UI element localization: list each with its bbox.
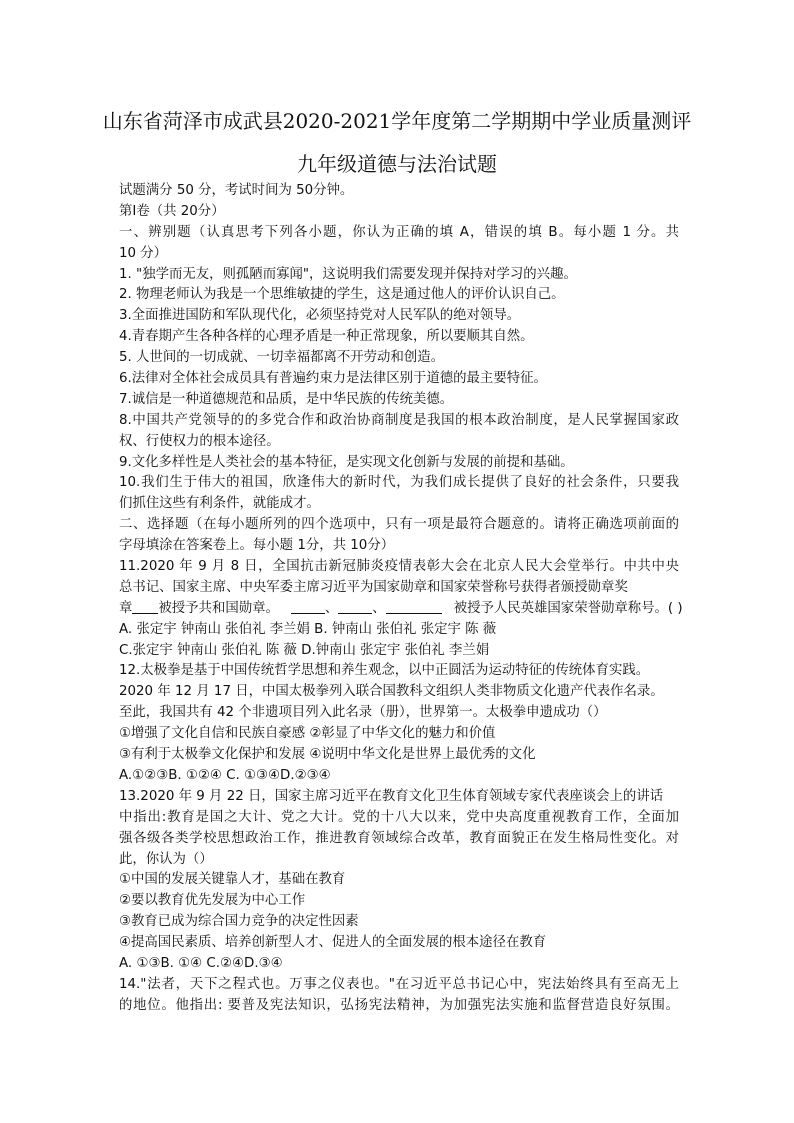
text-line: 2. 物理老师认为我是一个思维敏捷的学生，这是通过他人的评价认识自己。 <box>119 287 565 303</box>
text-line: 中指出:教育是国之大计、党之大计。党的十八大以来，党中央高度重视教育工作，全面加 <box>119 809 679 825</box>
text-line: 11.2020 年 9 月 8 日，全国抗击新冠肺炎疫情表彰大会在北京人民大会堂举行。中共中央 <box>119 559 679 575</box>
text-fragment: 、 <box>324 600 339 616</box>
text-line: 至此，我国共有 42 个非遗项目列入此名录（册），世界第一。太极拳申遗成功（） <box>119 705 607 721</box>
text-line: A. ①③B. ①④ C.②④D.③④ <box>119 955 283 971</box>
text-fragment: 、 <box>372 600 386 616</box>
answer-blank <box>132 599 158 614</box>
question-11-blanks-line <box>119 599 683 620</box>
text-line: C.张定宇 钟南山 张伯礼 陈 薇 D.钟南山 张定宇 张伯礼 李兰娟 <box>119 642 490 658</box>
text-line: 第Ⅰ卷（共 20分） <box>119 203 225 219</box>
text-fragment: 章 <box>119 600 133 616</box>
text-line: A. 张定宇 钟南山 张伯礼 李兰娟 B. 钟南山 张伯礼 张定宇 陈 薇 <box>119 621 497 637</box>
text-line: 7.诚信是一种道德规范和品质，是中华民族的传统美德。 <box>119 391 454 407</box>
text-line: 试题满分 50 分，考试时间为 50分钟。 <box>119 183 354 198</box>
text-line: 的地位。他指出: 要普及宪法知识，弘扬宪法精神，为加强宪法实施和监督营造良好氛围。 <box>119 997 679 1013</box>
text-line: ①增强了文化自信和民族自豪感 ②彰显了中华文化的魅力和价值 <box>119 726 496 742</box>
document-body <box>119 181 683 1017</box>
text-line: 强各级各类学校思想政治工作，推进教育领域综合改革，教育面貌正在发生格局性变化。对 <box>119 830 679 846</box>
text-line: 们抓住这些有利条件，就能成才。 <box>119 496 320 512</box>
text-line: 12.太极拳是基于中国传统哲学思想和养生观念，以中正圆活为运动特征的传统体育实践。 <box>119 663 650 679</box>
answer-blank <box>386 599 442 614</box>
text-line: 2020 年 12 月 17 日，中国太极拳列入联合国教科文组织人类非物质文化遗产代表作名录。 <box>119 684 664 700</box>
document-title: 山东省菏泽市成武县2020-2021学年度第二学期期中学业质量测评 <box>102 109 692 133</box>
text-line: 总书记、国家主席、中央军委主席习近平为国家勋章和国家荣誉称号获得者颁授勋章奖 <box>119 579 628 595</box>
text-line: 13.2020 年 9 月 22 日，国家主席习近平在教育文化卫生体育领域专家代表座谈会上的讲话 <box>119 788 664 804</box>
text-line: 6.法律对全体社会成员具有普遍约束力是法律区别于道德的最主要特征。 <box>119 371 547 387</box>
text-line: 一、辨别题（认真思考下列各小题，你认为正确的填 A，错误的填 B。每小题 1 分。共 <box>119 224 679 240</box>
text-fragment: 被授予共和国勋章。 <box>158 600 279 616</box>
text-line: ①中国的发展关键靠人才，基础在教育 <box>119 872 346 888</box>
text-line: A.①②③B. ①②④ C. ①③④D.②③④ <box>119 767 331 783</box>
text-line: 权、行使权力的根本途径。 <box>119 433 280 449</box>
text-line: 5. 人世间的一切成就、一切幸福都离不开劳动和创造。 <box>119 350 445 366</box>
text-line: 10 分） <box>119 245 168 261</box>
answer-blank <box>291 599 325 614</box>
text-line: 4.青春期产生各种各样的心理矛盾是一种正常现象，所以要顺其自然。 <box>119 329 534 345</box>
text-line: ②要以教育优先发展为中心工作 <box>119 893 306 909</box>
text-line: 9.文化多样性是人类社会的基本特征，是实现文化创新与发展的前提和基础。 <box>119 454 574 470</box>
text-line: 3.全面推进国防和军队现代化，必须坚持党对人民军队的绝对领导。 <box>119 308 521 324</box>
text-line: 8.中国共产党领导的的多党合作和政治协商制度是我国的根本政治制度，是人民掌握国家政 <box>119 412 679 428</box>
text-fragment: 被授予人民英雄国家荣誉勋章称号。( ) <box>453 600 683 616</box>
document-subtitle: 九年级道德与法治试题 <box>297 152 497 176</box>
text-line: 字母填涂在答案卷上。每小题 1分，共 10分） <box>119 538 395 554</box>
text-line: ③有利于太极拳文化保护和发展 ④说明中华文化是世界上最优秀的文化 <box>119 747 536 763</box>
text-line: 二、选择题（在每小题所列的四个选项中，只有一项是最符合题意的。请将正确选项前面的 <box>119 517 679 533</box>
text-line: ③教育已成为综合国力竞争的决定性因素 <box>119 914 359 930</box>
answer-blank <box>338 599 372 614</box>
text-line: 此，你认为（） <box>119 851 213 867</box>
text-line: 1. "独学而无友，则孤陋而寡闻"，这说明我们需要发现并保持对学习的兴趣。 <box>119 266 577 282</box>
text-line: ④提高国民素质、培养创新型人才、促进人的全面发展的根本途径在教育 <box>119 935 547 951</box>
text-line: 14."法者，天下之程式也。万事之仪表也。"在习近平总书记心中，宪法始终具有至高无上 <box>119 976 679 992</box>
text-line: 10.我们生于伟大的祖国，欣逢伟大的新时代，为我们成长提供了良好的社会条件，只要我 <box>119 475 679 491</box>
